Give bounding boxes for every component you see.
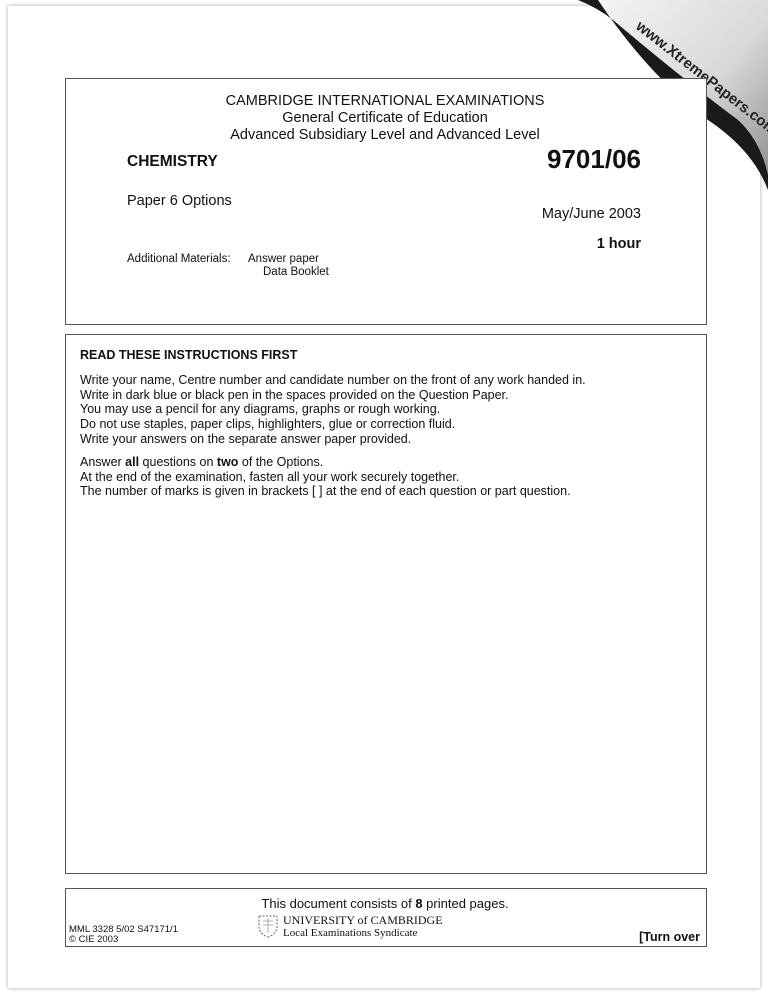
exam-duration: 1 hour (596, 236, 641, 252)
answer-two-text: two (216, 455, 239, 469)
instruction-line: You may use a pencil for any diagrams, graphs or rough working. (80, 402, 441, 417)
page-count-note (65, 896, 705, 911)
exam-board: CAMBRIDGE INTERNATIONAL EXAMINATIONS (225, 93, 545, 109)
university-crest-icon (257, 914, 279, 938)
syndicate-name: Local Examinations Syndicate (283, 927, 418, 939)
instruction-line: At the end of the examination, fasten all your work securely together. (80, 469, 460, 484)
level-title: Advanced Subsidiary Level and Advanced Level (230, 127, 540, 143)
answer-mid-text: questions on (139, 455, 217, 469)
turn-over-label: [Turn over (639, 930, 700, 944)
paper-title: Paper 6 Options (127, 193, 232, 209)
subject-title: CHEMISTRY (127, 153, 218, 170)
instruction-line: Write your name, Centre number and candidate number on the front of any work handed in. (80, 373, 586, 387)
copyright: © CIE 2003 (69, 934, 119, 945)
material-item: Data Booklet (263, 266, 329, 278)
material-item: Answer paper (248, 253, 319, 265)
certificate-title: General Certificate of Education (282, 110, 488, 126)
instructions-block-1 (80, 373, 586, 447)
materials-label: Additional Materials: (127, 253, 231, 265)
instruction-line: Write in dark blue or black pen in the spaces provided on the Question Paper. (80, 387, 509, 402)
paper-code: 9701/06 (547, 144, 641, 174)
page-count-post: printed pages. (422, 896, 509, 911)
page-count-pre: This document consists of (261, 896, 416, 911)
document-reference: MML 3328 5/02 S47171/1 (69, 924, 178, 935)
instructions-block-2 (80, 455, 571, 499)
instruction-line: Do not use staples, paper clips, highlighters, glue or correction fluid. (80, 417, 456, 432)
instruction-line: The number of marks is given in brackets [ ] at the end of each question or part question. (80, 484, 571, 499)
university-name: UNIVERSITY of CAMBRIDGE (283, 913, 443, 927)
answer-all-text: all (125, 455, 140, 469)
answer-post-text: of the Options. (238, 455, 324, 469)
answer-instruction (80, 455, 571, 470)
instructions-title: READ THESE INSTRUCTIONS FIRST (80, 348, 298, 362)
page-count: 8 (415, 896, 423, 911)
answer-pre-text: Answer (80, 455, 126, 469)
exam-session: May/June 2003 (541, 206, 641, 222)
instruction-line: Write your answers on the separate answer paper provided. (80, 431, 412, 446)
